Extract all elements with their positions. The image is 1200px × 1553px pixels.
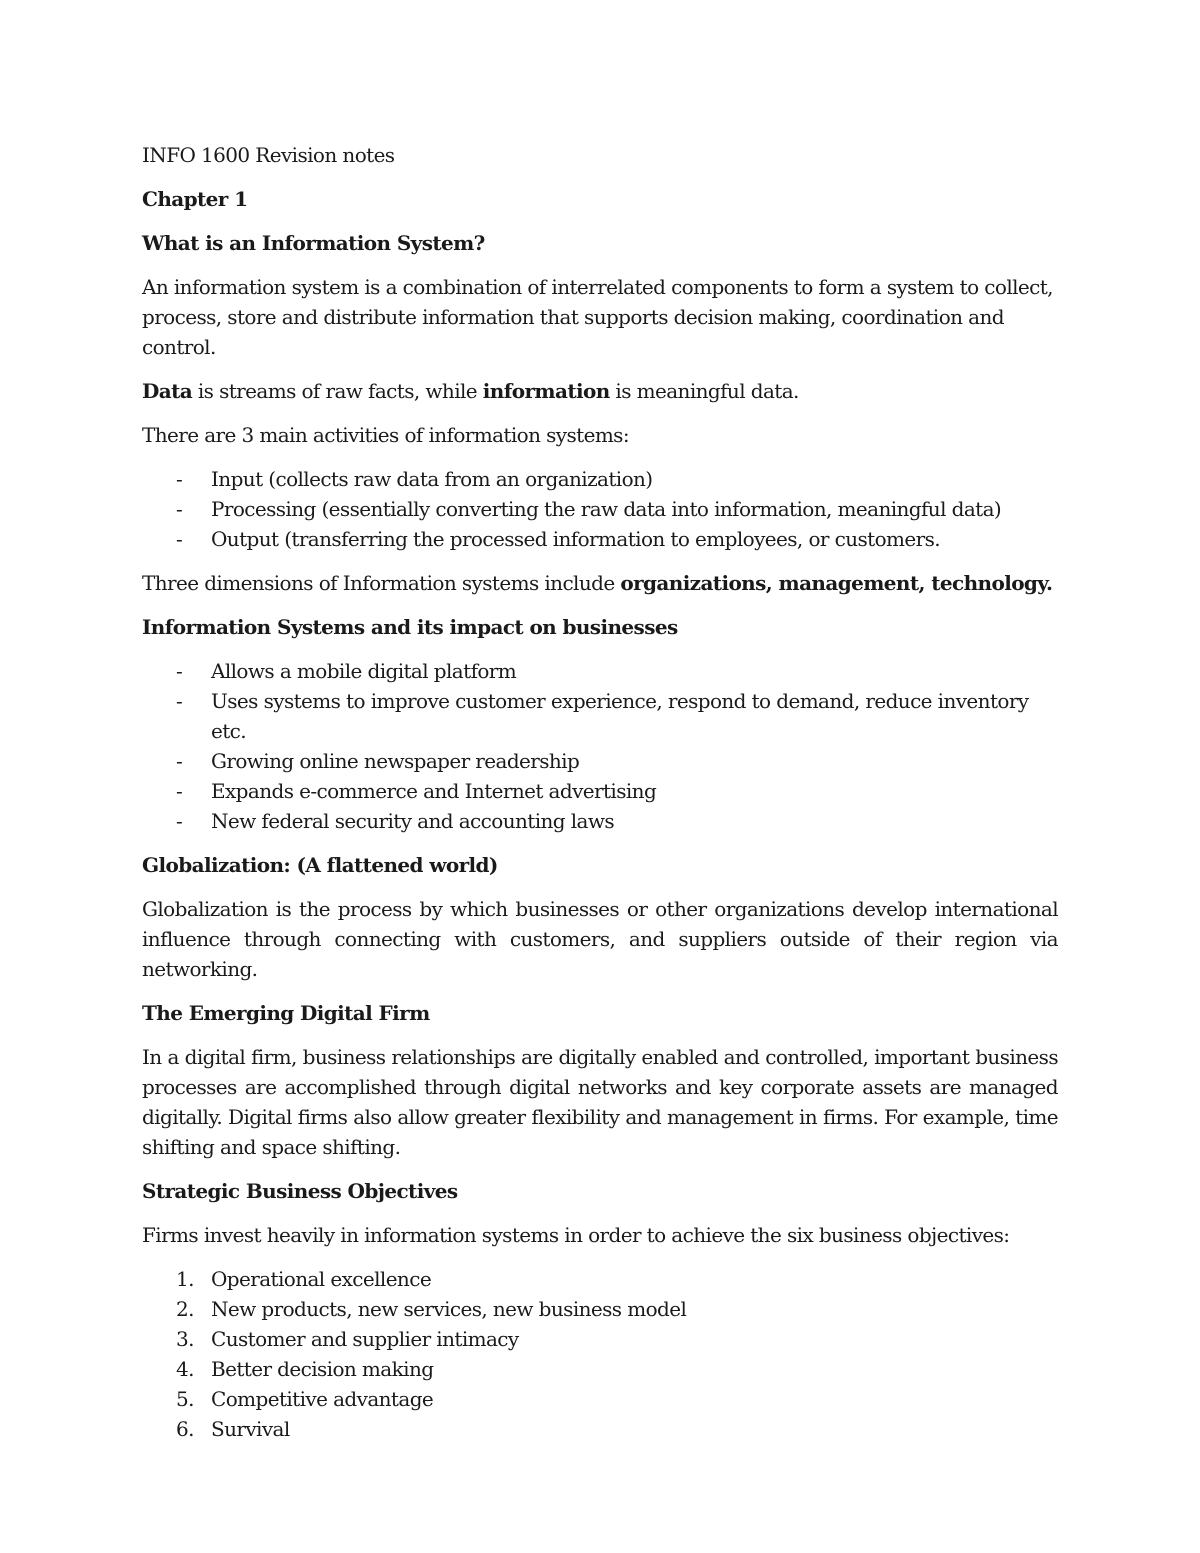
globalization-definition: Globalization is the process by which businesses or other organizations develop international influence through connecting with customers, and suppliers outside of their region via networking.	[142, 897, 1058, 981]
list-item: - Input (collects raw data from an organization)	[142, 464, 1058, 494]
information-term: information	[482, 379, 610, 403]
list-item: - Growing online newspaper readership	[142, 746, 1058, 776]
dimensions-sentence: Three dimensions of Information systems include organizations, management, technology.	[142, 571, 1053, 595]
list-item: - New federal security and accounting laws	[142, 806, 1058, 836]
section-heading-strategic-objectives: Strategic Business Objectives	[142, 1179, 458, 1203]
bullet-dash: -	[176, 749, 183, 773]
list-item: 5. Competitive advantage	[142, 1384, 1058, 1414]
list-item: - Output (transferring the processed information to employees, or customers.	[142, 524, 1058, 554]
information-system-definition: An information system is a combination of interrelated components to form a system to collect, process, store and distribute information that supports decision making, coordination and control.	[142, 275, 1053, 359]
list-number: 4.	[176, 1357, 194, 1381]
objectives-intro: Firms invest heavily in information systems in order to achieve the six business objectives:	[142, 1223, 1010, 1247]
bullet-dash: -	[176, 467, 183, 491]
list-item: 2. New products, new services, new business model	[142, 1294, 1058, 1324]
list-item: 6. Survival	[142, 1414, 1058, 1444]
list-item: 3. Customer and supplier intimacy	[142, 1324, 1058, 1354]
digital-firm-paragraph: In a digital firm, business relationships are digitally enabled and controlled, important business processes are accomplished through digital networks and key corporate assets are managed digitally. Digital firms also allow greater flexibility and management in firms. For example, time shifting and space shifting.	[142, 1045, 1058, 1159]
list-item: 1. Operational excellence	[142, 1264, 1058, 1294]
activities-intro: There are 3 main activities of information systems:	[142, 423, 629, 447]
list-item: - Expands e-commerce and Internet advertising	[142, 776, 1058, 806]
list-item: - Processing (essentially converting the raw data into information, meaningful data)	[142, 494, 1058, 524]
list-number: 1.	[176, 1267, 194, 1291]
list-number: 2.	[176, 1297, 194, 1321]
dimensions-terms: organizations, management, technology.	[620, 571, 1053, 595]
list-item: - Allows a mobile digital platform	[142, 656, 1058, 686]
section-heading-information-system: What is an Information System?	[142, 231, 485, 255]
impact-list	[142, 656, 1058, 836]
data-definition-end: is meaningful data.	[609, 379, 799, 403]
chapter-heading: Chapter 1	[142, 187, 248, 211]
data-definition-mid: is streams of raw facts, while	[192, 379, 483, 403]
bullet-dash: -	[176, 527, 183, 551]
document-title: INFO 1600 Revision notes	[142, 143, 395, 167]
section-heading-globalization: Globalization: (A flattened world)	[142, 853, 498, 877]
data-term: Data	[142, 379, 193, 403]
list-number: 3.	[176, 1327, 194, 1351]
list-item: - Uses systems to improve customer experience, respond to demand, reduce inventory etc.	[142, 686, 1058, 746]
document-page	[142, 140, 1058, 1458]
bullet-dash: -	[176, 497, 183, 521]
list-number: 5.	[176, 1387, 194, 1411]
bullet-dash: -	[176, 689, 183, 713]
section-heading-digital-firm: The Emerging Digital Firm	[142, 1001, 430, 1025]
section-heading-impact: Information Systems and its impact on businesses	[142, 615, 678, 639]
activities-list	[142, 464, 1058, 554]
list-number: 6.	[176, 1417, 194, 1441]
bullet-dash: -	[176, 809, 183, 833]
bullet-dash: -	[176, 779, 183, 803]
bullet-dash: -	[176, 659, 183, 683]
data-vs-information	[142, 376, 1058, 406]
objectives-list	[142, 1264, 1058, 1444]
list-item: 4. Better decision making	[142, 1354, 1058, 1384]
